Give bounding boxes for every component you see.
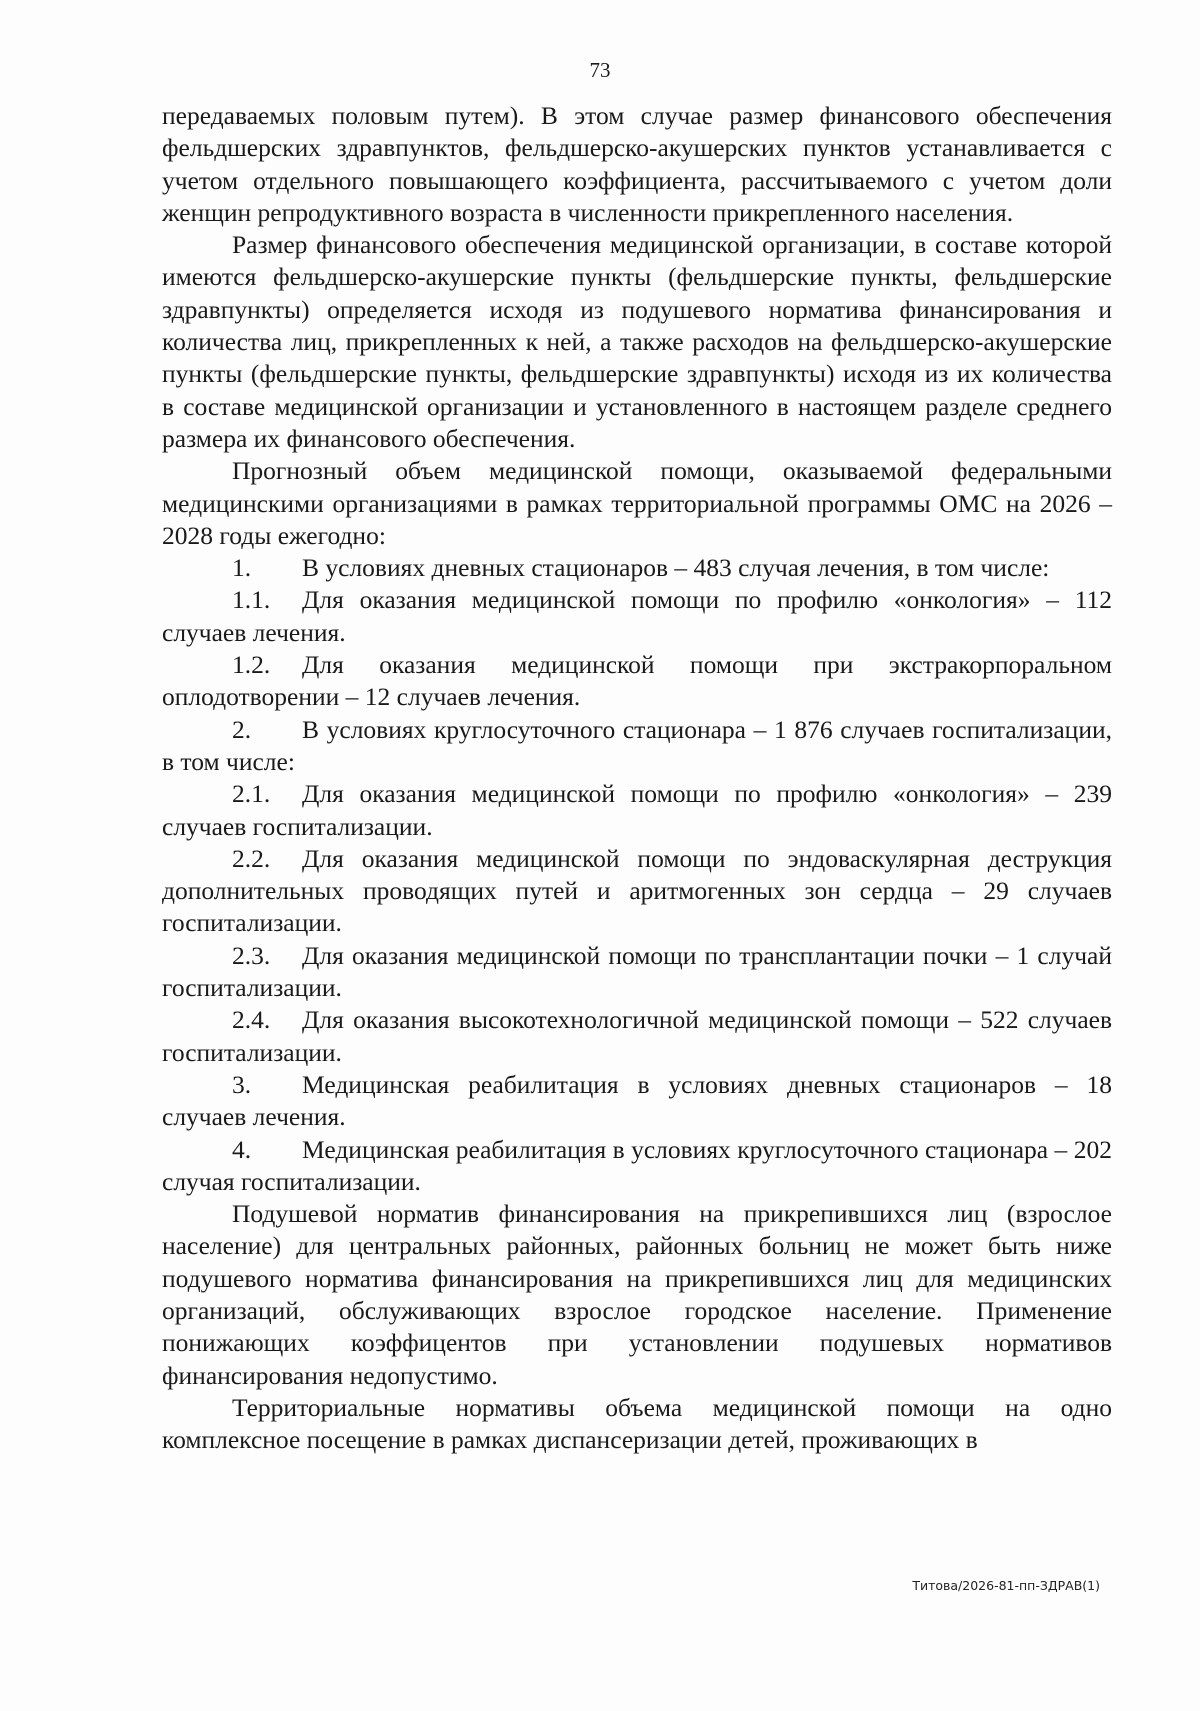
list-item-text: Для оказания высокотехнологичной медицинской помощи – 522 случаев госпитализации. xyxy=(162,1005,1112,1067)
list-item-number: 2.4. xyxy=(232,1005,271,1035)
document-reference: Титова/2026-81-пп-ЗДРАВ(1) xyxy=(912,1578,1100,1593)
list-item xyxy=(162,714,1112,779)
list-item xyxy=(162,584,1112,649)
list-item-number: 2. xyxy=(232,714,252,744)
list-item xyxy=(162,1004,1112,1069)
list-item-text: Для оказания медицинской помощи по профилю «онкология» – 239 случаев госпитализации. xyxy=(162,779,1112,841)
list-item-text: Медицинская реабилитация в условиях дневных стационаров – 18 случаев лечения. xyxy=(162,1069,1112,1132)
list-item-number: 4. xyxy=(232,1134,252,1164)
page-number: 73 xyxy=(589,58,611,82)
list-item-number: 2.1. xyxy=(232,779,271,809)
list-item xyxy=(162,940,1112,1005)
list-item xyxy=(162,1134,1112,1199)
paragraph: Размер финансового обеспечения медицинской организации, в составе которой имеются фельдшерско-акушерские пункты (фельдшерские пункты, фельдшерские здравпункты) определяется исходя из подушевого норматива финансирования и количества лиц, прикрепленных к ней, а также расходов на фельдшерско-акушерские пункты (фельдшерские пункты, фельдшерские здравпункты) исходя из их количества в составе медицинской организации и установленного в настоящем разделе среднего размера их финансового обеспечения. xyxy=(162,230,1112,453)
list-item-number: 1. xyxy=(232,553,252,583)
list-item xyxy=(162,1069,1112,1134)
list-item-number: 2.3. xyxy=(232,940,271,970)
list-item-text: В условиях дневных стационаров – 483 случая лечения, в том числе: xyxy=(302,553,1050,583)
paragraph: передаваемых половым путем). В этом случае размер финансового обеспечения фельдшерских здравпунктов, фельдшерско-акушерских пунктов устанавливается с учетом отдельного повышающего коэффициента, рассчитываемого с учетом доли женщин репродуктивного возраста в численности прикрепленного населения. xyxy=(162,101,1112,227)
list-item-text: Для оказания медицинской помощи по профилю «онкология» – 112 случаев лечения. xyxy=(162,585,1112,647)
list-item-number: 2.2. xyxy=(232,843,271,873)
list-item-text: Для оказания медицинской помощи по трансплантации почки – 1 случай госпитализации. xyxy=(162,940,1112,1003)
list-item-text: Медицинская реабилитация в условиях круглосуточного стационара – 202 случая госпитализации. xyxy=(162,1134,1112,1196)
paragraph: Прогнозный объем медицинской помощи, оказываемой федеральными медицинскими организациями в рамках территориальной программы ОМС на 2026 – 2028 годы ежегодно: xyxy=(162,456,1112,550)
list-item xyxy=(162,778,1112,843)
list-item-text: Для оказания медицинской помощи при экстракорпоральном оплодотворении – 12 случаев лечения. xyxy=(162,650,1112,712)
list-item xyxy=(162,649,1112,714)
paragraph: Подушевой норматив финансирования на прикрепившихся лиц (взрослое население) для центральных районных, районных больниц не может быть ниже подушевого норматива финансирования на прикрепившихся лиц для медицинских организаций, обслуживающих взрослое городское население. Применение понижающих коэффицентов при установлении подушевых нормативов финансирования недопустимо. xyxy=(162,1199,1112,1390)
list-item xyxy=(162,552,1112,584)
list-item xyxy=(162,843,1112,940)
document-body xyxy=(162,100,1112,1456)
list-item-text: Для оказания медицинской помощи по эндоваскулярная деструкция дополнительных проводящих путей и аритмогенных зон сердца – 29 случаев госпитализации. xyxy=(162,843,1112,938)
list-item-text: В условиях круглосуточного стационара – 1 876 случаев госпитализации, в том числе: xyxy=(162,714,1112,776)
list-item-number: 1.1. xyxy=(232,585,271,615)
paragraph: Территориальные нормативы объема медицинской помощи на одно комплексное посещение в рамках диспансеризации детей, проживающих в xyxy=(162,1392,1112,1455)
list-item-number: 3. xyxy=(232,1069,252,1099)
list-item-number: 1.2. xyxy=(232,650,271,680)
